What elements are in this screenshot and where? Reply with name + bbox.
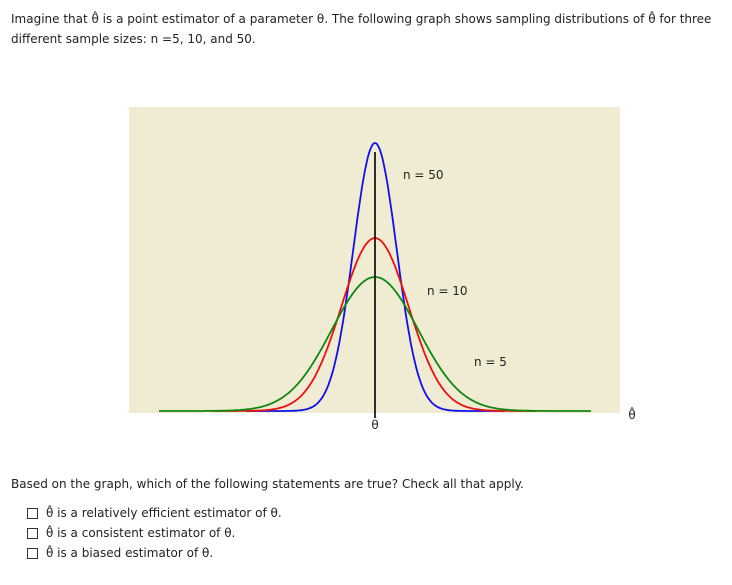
checkbox[interactable] bbox=[27, 528, 38, 539]
option-efficient[interactable] bbox=[27, 503, 282, 523]
series-label-n10: n = 10 bbox=[427, 284, 468, 298]
series-label-n5: n = 5 bbox=[474, 355, 507, 369]
option-consistent[interactable] bbox=[27, 523, 282, 543]
option-label: θ̂ is a relatively efficient estimator of θ. bbox=[46, 506, 282, 520]
answer-options bbox=[27, 503, 282, 563]
option-biased[interactable] bbox=[27, 543, 282, 563]
option-label: θ̂ is a biased estimator of θ. bbox=[46, 546, 214, 560]
x-tick-label-theta: θ bbox=[371, 418, 379, 432]
checkbox[interactable] bbox=[27, 508, 38, 519]
x-axis-label: θ̂ bbox=[628, 408, 636, 422]
checkbox[interactable] bbox=[27, 548, 38, 559]
option-label: θ̂ is a consistent estimator of θ. bbox=[46, 526, 236, 540]
question-text: Based on the graph, which of the following statements are true? Check all that apply. bbox=[11, 477, 524, 491]
intro-text: Imagine that θ̂ is a point estimator of a parameter θ. The following graph shows sampling distributions of θ̂ for three different sample sizes: n =5, 10, and 50. bbox=[11, 12, 712, 46]
series-label-n50: n = 50 bbox=[403, 168, 444, 182]
